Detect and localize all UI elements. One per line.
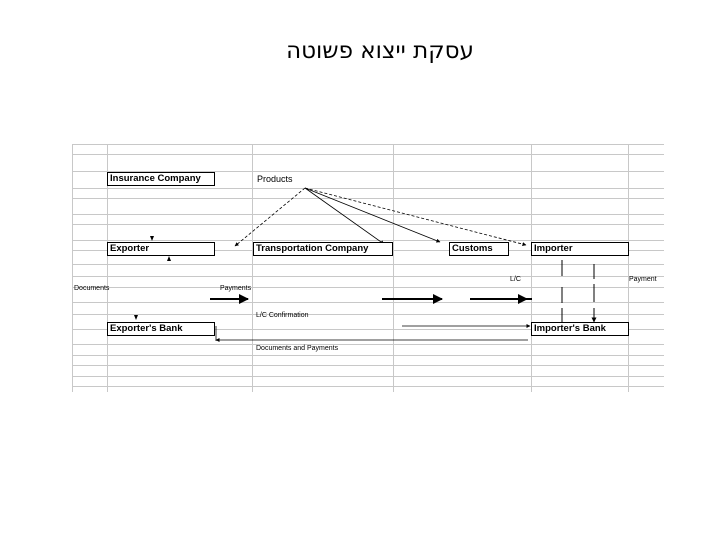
documents-and-payments-label: Documents and Payments — [256, 345, 339, 352]
page-title: עסקת ייצוא פשוטה — [286, 38, 474, 64]
lc-label: L/C — [510, 276, 521, 283]
transportation-company-box: Transportation Company — [253, 242, 393, 256]
payment-label: Payment — [629, 276, 657, 283]
insurance-company-box: Insurance Company — [107, 172, 215, 186]
bank-flow-lines — [216, 326, 530, 341]
documents-label: Documents — [74, 285, 110, 292]
products-label: Products — [257, 174, 293, 184]
lc-confirmation-label: L/C Confirmation — [256, 312, 309, 319]
customs-box: Customs — [449, 242, 509, 256]
products-flow-lines — [235, 188, 526, 246]
spreadsheet-diagram — [72, 144, 664, 392]
exporters-bank-box: Exporter's Bank — [107, 322, 215, 336]
importer-dashed-links — [562, 260, 594, 322]
importer-box: Importer — [531, 242, 629, 256]
importers-bank-box: Importer's Bank — [531, 322, 629, 336]
payments-label: Payments — [220, 285, 252, 292]
exporter-box: Exporter — [107, 242, 215, 256]
